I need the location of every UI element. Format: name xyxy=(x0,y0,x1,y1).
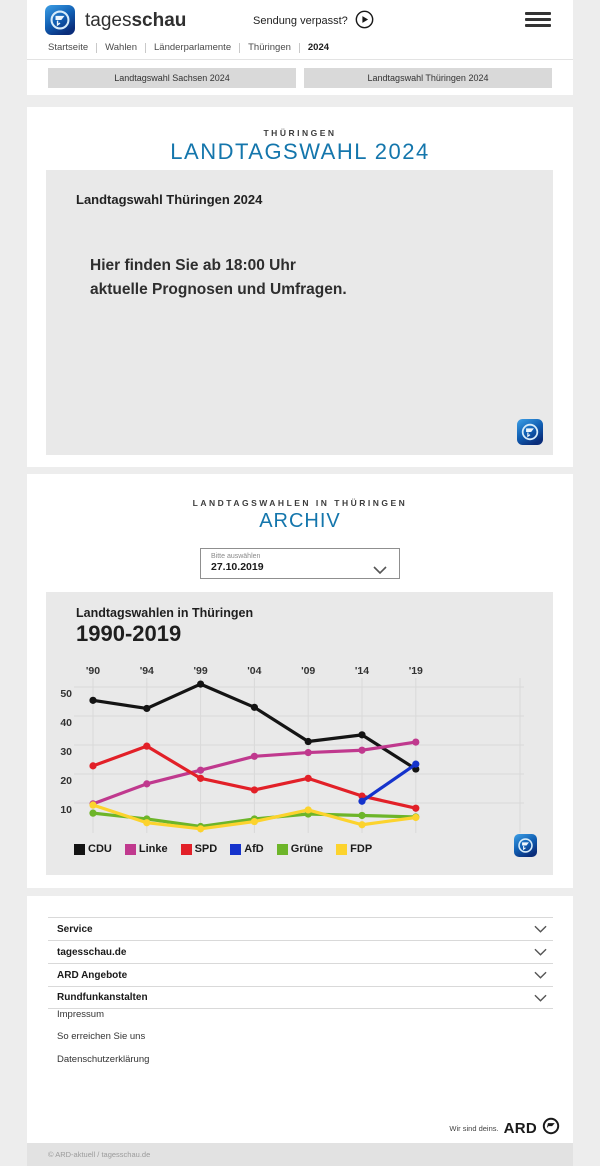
chart-point-AfD xyxy=(412,761,419,768)
chart-point-SPD xyxy=(305,775,312,782)
election-chart xyxy=(46,592,553,875)
chart-point-CDU xyxy=(89,697,96,704)
chart-subtitle: 1990-2019 xyxy=(76,621,182,646)
menu-bar xyxy=(525,12,551,15)
accordion-ard-angebote[interactable] xyxy=(48,963,553,986)
header xyxy=(27,0,573,95)
ard-one-icon xyxy=(542,1117,560,1140)
legend-swatch xyxy=(277,844,288,855)
quick-links xyxy=(48,68,552,88)
header-divider xyxy=(27,59,573,60)
footer-accordions xyxy=(48,917,553,1009)
chart-point-CDU xyxy=(197,681,204,688)
legend-item-CDU xyxy=(74,843,112,855)
y-tick-label: 50 xyxy=(60,688,72,700)
teaser-line2: aktuelle Prognosen und Umfragen. xyxy=(90,281,347,298)
chart-point-AfD xyxy=(358,798,365,805)
legend-label: FDP xyxy=(350,843,373,855)
chart-point-SPD xyxy=(197,775,204,782)
chart-point-CDU xyxy=(251,704,258,711)
breadcrumb xyxy=(48,42,329,53)
breadcrumb-thueringen[interactable]: Thüringen xyxy=(248,42,291,53)
menu-bar xyxy=(525,24,551,27)
copyright-text: © ARD-aktuell / tagesschau.de xyxy=(48,1150,151,1159)
x-tick-label: '99 xyxy=(193,665,208,677)
teaser-text xyxy=(90,254,347,302)
chart-title: Landtagswahlen in Thüringen xyxy=(76,606,254,620)
x-tick-label: '94 xyxy=(139,665,154,677)
accordion-label: Rundfunkanstalten xyxy=(57,992,148,1003)
legend-swatch xyxy=(125,844,136,855)
chart-point-SPD xyxy=(251,786,258,793)
chart-point-FDP xyxy=(251,818,258,825)
chart-point-FDP xyxy=(358,821,365,828)
legend-swatch xyxy=(230,844,241,855)
menu-bar xyxy=(525,18,551,21)
footer-link-kontakt[interactable]: So erreichen Sie uns xyxy=(57,1031,146,1042)
x-tick-label: '19 xyxy=(408,665,423,677)
accordion-rundfunkanstalten[interactable] xyxy=(48,986,553,1009)
brand-bold: schau xyxy=(131,10,187,31)
brand-light: tages xyxy=(85,10,132,31)
legend-swatch xyxy=(74,844,85,855)
footer-link-impressum[interactable]: Impressum xyxy=(57,1009,104,1020)
chart-point-FDP xyxy=(412,814,419,821)
chart-point-FDP xyxy=(89,801,96,808)
chart-point-CDU xyxy=(305,738,312,745)
footer-link-datenschutz[interactable]: Datenschutzerklärung xyxy=(57,1054,150,1065)
legend-item-Grüne xyxy=(277,843,323,855)
sendung-verpasst-label: Sendung verpasst? xyxy=(253,15,348,27)
breadcrumb-startseite[interactable]: Startseite xyxy=(48,42,89,53)
sendung-verpasst-link[interactable] xyxy=(253,10,374,32)
chevron-down-icon xyxy=(534,943,547,961)
chart-point-FDP xyxy=(305,806,312,813)
x-tick-label: '14 xyxy=(354,665,370,677)
chart-plot xyxy=(46,592,553,875)
select-value: 27.10.2019 xyxy=(211,561,264,573)
chart-point-CDU xyxy=(358,731,365,738)
chevron-down-icon xyxy=(534,966,547,984)
tagesschau-logo-icon xyxy=(514,834,537,862)
legend-label: SPD xyxy=(194,843,218,855)
quicklink-thueringen-button[interactable]: Landtagswahl Thüringen 2024 xyxy=(304,68,552,88)
y-tick-label: 30 xyxy=(60,746,72,758)
chart-point-SPD xyxy=(89,762,96,769)
teaser-line1: Hier finden Sie ab 18:00 Uhr xyxy=(90,257,296,274)
menu-button[interactable] xyxy=(525,12,551,27)
copyright-bar xyxy=(27,1143,573,1166)
x-tick-label: '09 xyxy=(301,665,316,677)
chart-point-SPD xyxy=(412,805,419,812)
quicklink-sachsen-button[interactable]: Landtagswahl Sachsen 2024 xyxy=(48,68,296,88)
y-tick-label: 20 xyxy=(60,775,72,787)
breadcrumb-laenderparlamente[interactable]: Länderparlamente xyxy=(154,42,232,53)
x-tick-label: '04 xyxy=(247,665,262,677)
ard-brand xyxy=(449,1117,560,1140)
chart-point-Linke xyxy=(358,747,365,754)
ard-claim: Wir sind deins. xyxy=(449,1124,499,1133)
legend-label: AfD xyxy=(244,843,264,855)
breadcrumb-wahlen[interactable]: Wahlen xyxy=(105,42,137,53)
legend-item-FDP xyxy=(336,843,372,855)
chart-line-AfD xyxy=(362,764,416,801)
breadcrumb-divider xyxy=(96,43,97,53)
accordion-label: ARD Angebote xyxy=(57,969,128,981)
teaser-box xyxy=(46,170,553,455)
page-title: LANDTAGSWAHL 2024 xyxy=(170,139,430,164)
breadcrumb-divider xyxy=(145,43,146,53)
legend-label: CDU xyxy=(88,843,112,855)
chart-point-Linke xyxy=(197,767,204,774)
select-label: Bitte auswählen xyxy=(211,553,261,560)
legend-label: Linke xyxy=(138,843,168,855)
ard-wordmark: ARD xyxy=(503,1120,537,1137)
chevron-down-icon xyxy=(373,561,387,579)
accordion-label: Service xyxy=(57,923,93,935)
chart-point-Grüne xyxy=(358,812,365,819)
archive-date-select[interactable] xyxy=(200,548,400,579)
tagesschau-logo-icon[interactable] xyxy=(45,5,75,40)
accordion-tagesschau-de[interactable] xyxy=(48,940,553,963)
accordion-service[interactable] xyxy=(48,917,553,940)
play-icon xyxy=(355,10,374,32)
main-kicker: THÜRINGEN xyxy=(263,128,337,138)
chevron-down-icon xyxy=(534,920,547,938)
legend-item-AfD xyxy=(230,843,264,855)
breadcrumb-divider xyxy=(239,43,240,53)
chart-point-Grüne xyxy=(89,810,96,817)
legend-label: Grüne xyxy=(290,843,324,855)
chart-point-SPD xyxy=(143,743,150,750)
chart-legend xyxy=(74,843,385,855)
chevron-down-icon xyxy=(534,989,547,1007)
legend-swatch xyxy=(181,844,192,855)
teaser-heading: Landtagswahl Thüringen 2024 xyxy=(76,192,263,207)
chart-point-Linke xyxy=(305,749,312,756)
archive-kicker: LANDTAGSWAHLEN IN THÜRINGEN xyxy=(192,498,408,508)
chart-point-FDP xyxy=(143,819,150,826)
legend-item-Linke xyxy=(125,843,168,855)
y-tick-label: 10 xyxy=(60,804,72,816)
accordion-label: tagesschau.de xyxy=(57,946,127,958)
chart-point-CDU xyxy=(143,705,150,712)
breadcrumb-divider xyxy=(299,43,300,53)
chart-point-Linke xyxy=(412,739,419,746)
tagesschau-logo-icon xyxy=(517,419,543,450)
breadcrumb-2024[interactable]: 2024 xyxy=(307,42,330,53)
chart-point-Linke xyxy=(143,780,150,787)
legend-swatch xyxy=(336,844,347,855)
y-tick-label: 40 xyxy=(60,717,72,729)
brand-wordmark xyxy=(85,10,186,32)
main-section xyxy=(27,107,573,467)
legend-item-SPD xyxy=(181,843,218,855)
chart-point-Linke xyxy=(251,753,258,760)
footer xyxy=(27,896,573,1143)
x-tick-label: '90 xyxy=(85,665,101,677)
archive-section xyxy=(27,474,573,888)
chart-point-FDP xyxy=(197,825,204,832)
archive-title: ARCHIV xyxy=(259,510,341,532)
